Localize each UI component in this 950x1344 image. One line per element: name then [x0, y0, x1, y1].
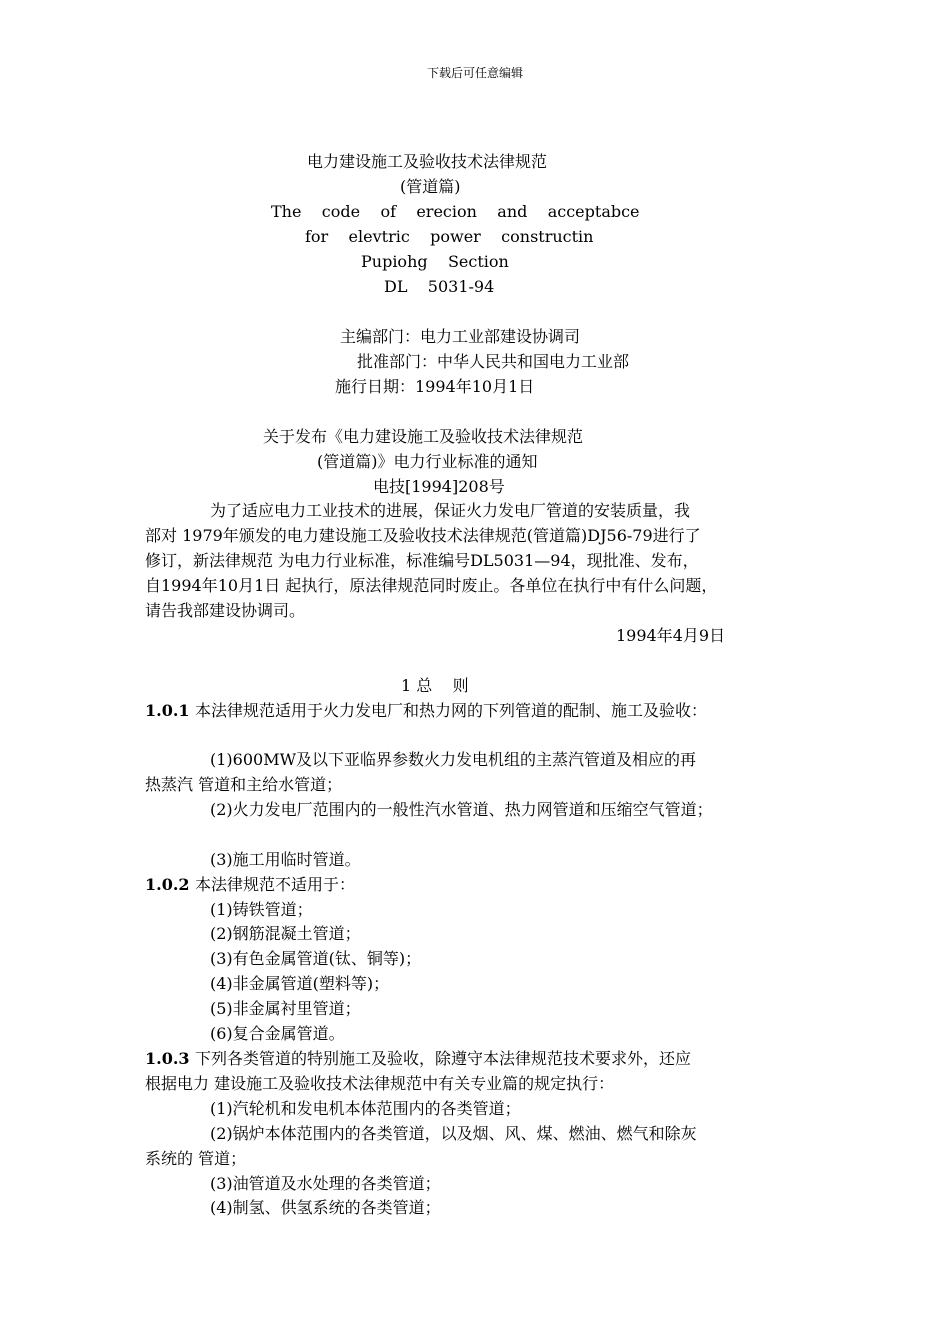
notice-document-number: 电技[1994]208号	[373, 477, 505, 496]
list-item: (3)施工用临时管道。	[210, 850, 361, 869]
notice-body-line: 请告我部建设协调司。	[145, 601, 306, 620]
english-title-line-1: The code of erecion and acceptabce	[271, 202, 640, 221]
list-item-continuation: 系统的 管道；	[145, 1149, 247, 1168]
clause-number: 1.0.3	[145, 1049, 190, 1068]
document-subtitle: (管道篇)	[400, 177, 461, 196]
clause-1-0-2	[145, 873, 355, 897]
list-item: (6)复合金属管道。	[210, 1024, 345, 1043]
list-item-continuation: 热蒸汽 管道和主给水管道；	[145, 775, 343, 794]
approval-department: 批准部门：中华人民共和国电力工业部	[357, 352, 630, 371]
notice-title-line-2: (管道篇)》电力行业标准的通知	[317, 452, 538, 471]
list-item: (5)非金属衬里管道；	[210, 999, 361, 1018]
list-item: (2)火力发电厂范围内的一般性汽水管道、热力网管道和压缩空气管道；	[210, 800, 713, 819]
clause-number: 1.0.2	[145, 875, 190, 894]
clause-1-0-1	[145, 699, 707, 723]
list-item: (1)铸铁管道；	[210, 900, 313, 919]
english-title-line-3: Pupiohg Section	[361, 252, 509, 271]
list-item: (2)钢筋混凝土管道；	[210, 924, 361, 943]
notice-body-line: 部对 1979年颁发的电力建设施工及验收技术法律规范(管道篇)DJ56-79进行了	[145, 526, 701, 545]
clause-text: 本法律规范不适用于：	[195, 875, 356, 894]
english-title-line-2: for elevtric power constructin	[305, 227, 594, 246]
editor-department: 主编部门：电力工业部建设协调司	[340, 327, 581, 346]
list-item: (4)制氢、供氢系统的各类管道；	[210, 1198, 441, 1217]
list-item: (1)汽轮机和发电机本体范围内的各类管道；	[210, 1099, 521, 1118]
clause-text-continuation: 根据电力 建设施工及验收技术法律规范中有关专业篇的规定执行：	[145, 1074, 615, 1093]
chapter-heading: 1 总 则	[401, 676, 469, 695]
standard-code: DL 5031-94	[384, 277, 495, 296]
list-item: (3)油管道及水处理的各类管道；	[210, 1174, 441, 1193]
list-item: (3)有色金属管道(钛、铜等)；	[210, 949, 422, 968]
header-note: 下载后可任意编辑	[426, 66, 523, 80]
document-title: 电力建设施工及验收技术法律规范	[307, 152, 548, 171]
clause-text: 下列各类管道的特别施工及验收，除遵守本法律规范技术要求外，还应	[195, 1049, 692, 1068]
notice-body-line: 修订，新法律规范 为电力行业标准，标准编号DL5031—94，现批准、发布，	[145, 551, 699, 570]
list-item: (1)600MW及以下亚临界参数火力发电机组的主蒸汽管道及相应的再	[210, 750, 697, 769]
clause-number: 1.0.1	[145, 701, 190, 720]
list-item: (2)锅炉本体范围内的各类管道，以及烟、风、煤、燃油、燃气和除灰	[210, 1124, 697, 1143]
notice-date: 1994年4月9日	[616, 626, 726, 645]
list-item: (4)非金属管道(塑料等)；	[210, 974, 390, 993]
effective-date: 施行日期：1994年10月1日	[335, 377, 535, 396]
clause-1-0-3	[145, 1047, 691, 1071]
notice-body-line: 为了适应电力工业技术的进展，保证火力发电厂管道的安装质量，我	[210, 501, 691, 520]
notice-body-line: 自1994年10月1日 起执行，原法律规范同时废止。各单位在执行中有什么问题，	[145, 576, 718, 595]
clause-text: 本法律规范适用于火力发电厂和热力网的下列管道的配制、施工及验收：	[195, 701, 708, 720]
notice-title-line-1: 关于发布《电力建设施工及验收技术法律规范	[263, 427, 584, 446]
